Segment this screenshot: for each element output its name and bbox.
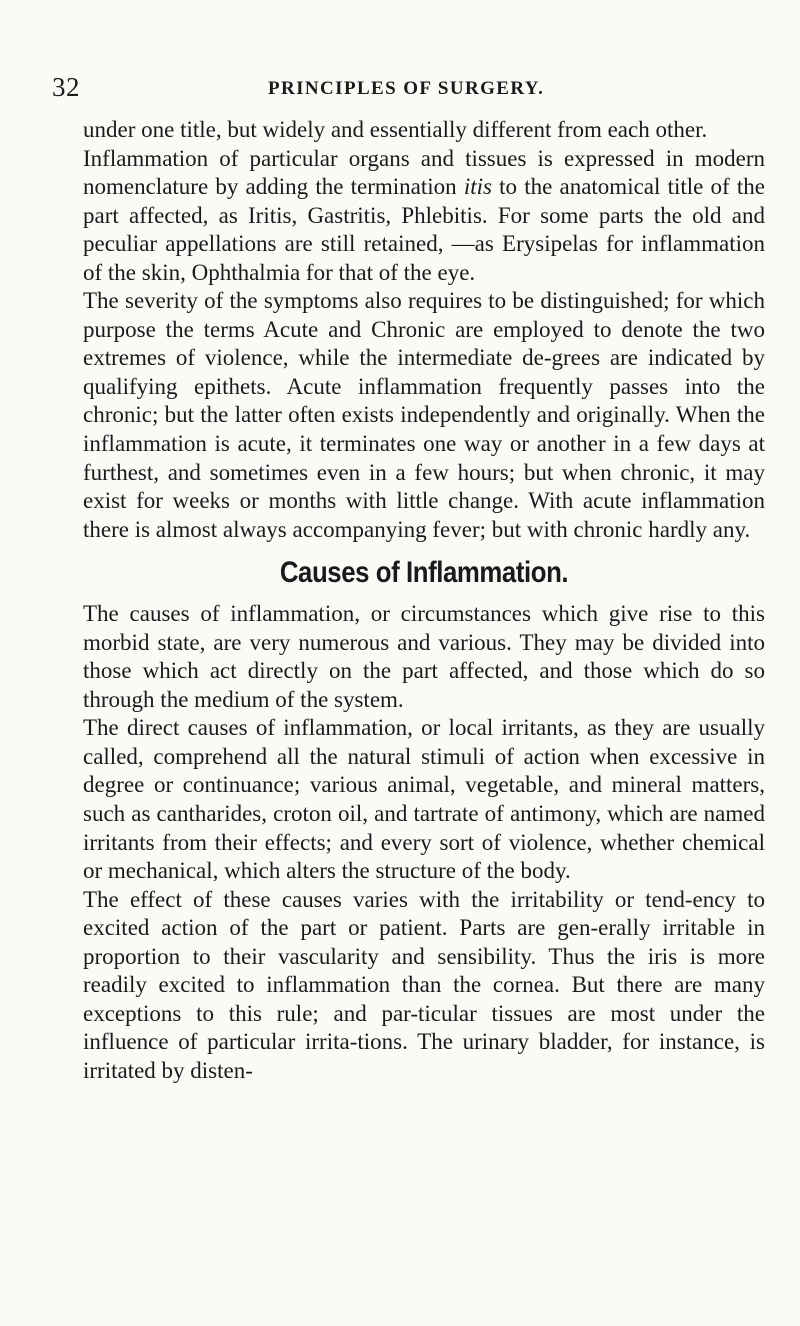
paragraph-nomenclature [83,145,765,288]
body-text [83,116,765,1086]
paragraph-severity: The severity of the symptoms also requires to be distinguished; for which purpose the terms Acute and Chronic are employed to denote the two extremes of violence, while the intermediate de-grees are indicated by qualifying epithets. Acute inflammation frequently passes into the chronic; but the latter often exists independently and originally. When the inflammation is acute, it terminates one way or another in a few days at furthest, and sometimes even in a few hours; but when chronic, it may exist for weeks or months with little change. With acute inflammation there is almost always accompanying fever; but with chronic hardly any. [83,288,765,542]
paragraph-causes: The causes of inflammation, or circumstances which give rise to this morbid state, are very numerous and various. They may be divided into those which act directly on the part affected, and those which do so through the medium of the system. [83,601,765,712]
running-head [0,72,800,102]
paragraph-irritability: The effect of these causes varies with the irritability or tend-ency to excited action of the part or patient. Parts are gen-erally irritable in proportion to their vascularity and sensibility. Thus the iris is more readily excited to inflammation than the cornea. But there are many exceptions to this rule; and par-ticular tissues are most under the influence of particular irrita-tions. The urinary bladder, for instance, is irritated by disten- [83,886,765,1083]
section-heading: Causes of Inflammation. [279,556,569,590]
paragraph-text: to the anatomical title of the part affected, as Iritis, Gastritis, Phlebitis. For some parts the old and peculiar appellations are still retained, —as Erysipelas for inflammation of the skin, Ophthalmia for that of the eye. [83,174,765,285]
paragraph-direct-causes: The direct causes of inflammation, or local irritants, as they are usually called, comprehend all the natural stimuli of action when excessive in degree or continuance; various animal, vegetable, and mineral matters, such as cantharides, croton oil, and tartrate of antimony, which are named irritants from their effects; and every sort of violence, whether chemical or mechanical, which alters the structure of the body. [83,715,765,884]
paragraph-continuation: under one title, but widely and essentially different from each other. [83,117,708,142]
paragraph-text: Inflammation of particular organs and tissues is expressed in modern nomenclature by adding the termination [83,145,765,200]
running-title: PRINCIPLES OF SURGERY. [268,78,545,99]
page-number: 32 [52,72,80,102]
italic-term: itis [463,174,492,200]
